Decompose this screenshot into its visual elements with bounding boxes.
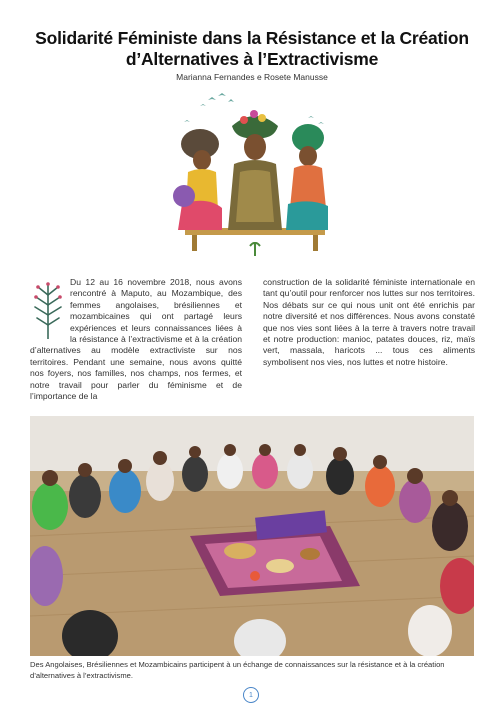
title-line-1: Solidarité Féministe dans la Résistance et la Création <box>35 28 469 48</box>
title-line-2: d’Alternatives à l’Extractivisme <box>125 49 379 69</box>
page-number: 1 <box>243 687 259 703</box>
article-right-column <box>263 277 475 368</box>
article-title <box>20 28 484 70</box>
article-left-column <box>30 277 242 402</box>
photo-caption: Des Angolaises, Brésiliennes et Mozambicains participent à un échange de connaissances sur la résistance et à la création d’alternatives à l’extractivisme. <box>30 660 445 680</box>
group-circle-photo <box>30 416 474 656</box>
article-paragraph-1: Du 12 au 16 novembre 2018, nous avons rencontré à Maputo, au Mozambique, des femmes angolaises, brésiliennes et mozambicaines qui ont partagé leurs expériences et leurs connaissances liées à la résistance à l’extractivisme et à la création d’alternatives au modèle extractiviste sur nos territoires. Pendant une semaine, nous avons quitté nos foyers, nos familles, nos champs, nos fermes, et notre travail pour parler du féminisme et de l’importance de la <box>30 277 242 402</box>
plant-icon <box>30 281 66 339</box>
article-paragraph-2: construction de la solidarité féministe internationale en tant qu’outil pour renforcer nos luttes sur nos territoires. Nos débats sur ce qui nous unit ont été enrichis par notre diversité et nos différences. Nous avons constaté que nos vies sont liées à la terre à travers notre travail et notre production: manioc, patates douces, riz, maïs vert, massala, haricots ... tous ces aliments symbolisent nos vies, nos luttes et notre histoire. <box>263 277 475 367</box>
three-women-illustration <box>170 92 340 262</box>
authors: Marianna Fernandes e Rosete Manusse <box>176 72 328 82</box>
